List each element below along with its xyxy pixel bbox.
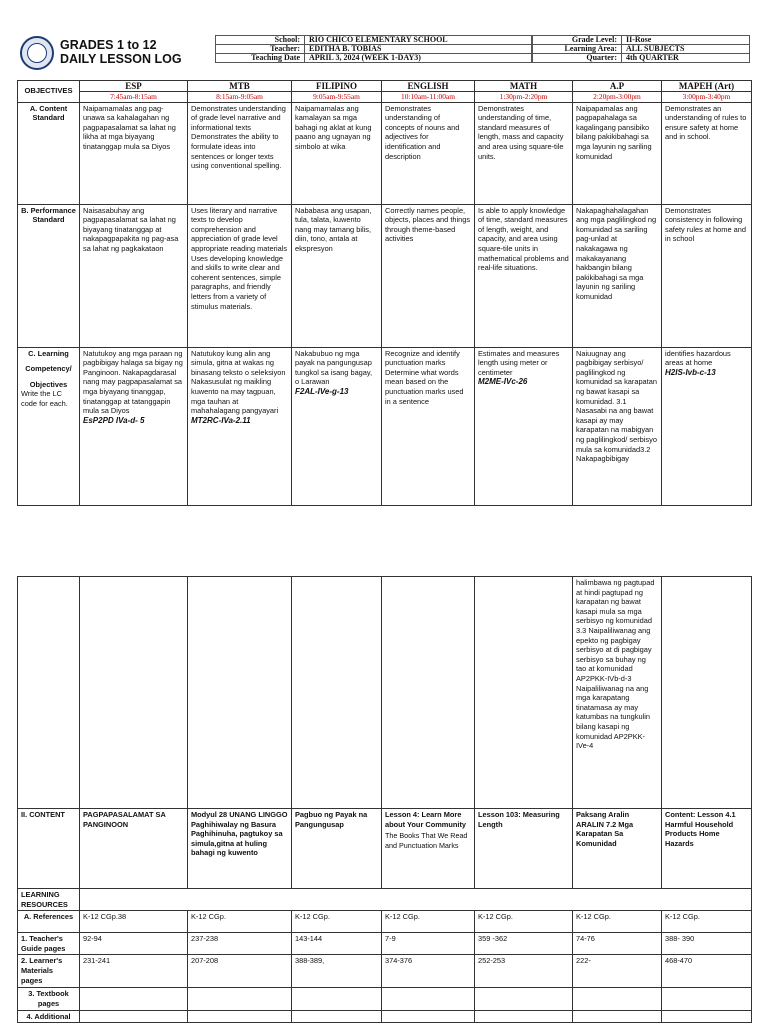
references-cell: K-12 CGp. [292, 911, 382, 933]
quarter-label: Quarter: [533, 54, 622, 63]
competency-code: F2AL-IVe-g-13 [295, 386, 349, 396]
references-cell: K-12 CGp. [382, 911, 475, 933]
performance-standard-cell: Naisasabuhay ang pagpapasalamat sa lahat ng biyayang tinatanggap at nakapagpapakita ng pag-asa sa lahat ng pagkakataon [80, 204, 188, 347]
competency-label-note: Write the LC code for each. [21, 389, 68, 408]
teachers-guide-row [18, 933, 752, 955]
area-value: ALL SUBJECTS [622, 45, 750, 54]
learners-materials-cell: 388-389, [292, 955, 382, 988]
competency-code: M2ME-IVc-26 [478, 377, 528, 387]
lesson-table-top [17, 80, 752, 506]
teachers-guide-cell: 388- 390 [662, 933, 752, 955]
content-text: Lesson 4: Learn More about Your Community [385, 810, 467, 829]
textbook-cell [662, 988, 752, 1010]
references-cell: K-12 CGp. [662, 911, 752, 933]
competency-text: Naiuugnay ang pagbibigay serbisyo/ paglilingkod ng komunidad sa karapatan ng bawat kasapi sa komunidad. 3.1 Nasasabi na ang bawat kasapi ay may karapatan na mabigyan ng paglilingkod/ serbisyo mula sa komunidad3.2 Nakapagbibigay [576, 348, 657, 464]
additional-cell [188, 1010, 292, 1023]
area-label: Learning Area: [533, 45, 622, 54]
competency-continued-label [18, 577, 80, 809]
content-cell: Modyul 28 UNANG LINGGO Paghihiwalay ng Basura Paghihinuha, pagtukoy sa simula,gitna at huling bahagi ng kuwento [188, 809, 292, 889]
competency-continued-row [18, 577, 752, 809]
competency-cell [188, 347, 292, 505]
quarter-value: 4th QUARTER [622, 54, 750, 63]
content-standard-cell: Naipamamalas ang kamalayan sa mga bahagi ng aklat at kung paano ang ugnayan ng simbolo at wika [292, 102, 382, 204]
competency-text: Natutukoy kung alin ang simula, gitna at wakas ng binasang teksto o seleksiyon Nakasusulat ng maikling kuwento na may tagpuan, mga tauhan at mahahalagang pangyayari [191, 348, 286, 416]
subject-header-english: ENGLISH [382, 81, 475, 92]
learners-materials-cell: 231-241 [80, 955, 188, 988]
additional-label: 4. Additional [18, 1010, 80, 1023]
competency-continued-cell [475, 577, 573, 809]
deped-seal-icon [20, 36, 54, 70]
performance-standard-label: B. Performance Standard [18, 204, 80, 347]
learning-resources-label: LEARNING RESOURCES [18, 889, 80, 911]
references-label: A. References [18, 911, 80, 933]
subject-header-mtb: MTB [188, 81, 292, 92]
learners-materials-row [18, 955, 752, 988]
teachers-guide-cell: 143-144 [292, 933, 382, 955]
content-standard-cell: Demonstrates an understanding of rules to ensure safety at home and in school. [662, 102, 752, 204]
subject-header-math: MATH [475, 81, 573, 92]
content-row [18, 809, 752, 889]
competency-label-line2: Competency/ [25, 364, 72, 374]
title-line-1: GRADES 1 to 12 [60, 38, 157, 52]
additional-cell [292, 1010, 382, 1023]
content-standard-cell: Demonstrates understanding of grade level narrative and informational texts Demonstrates the ability to formulate ideas into sentences or longer texts using conventional spelling. [188, 102, 292, 204]
subject-header-filipino: FILIPINO [292, 81, 382, 92]
content-cell: PAGPAPASALAMAT SA PANGINOON [80, 809, 188, 889]
references-cell: K-12 CGp. [188, 911, 292, 933]
competency-continued-cell [292, 577, 382, 809]
learning-resources-cell [80, 889, 752, 911]
textbook-cell [382, 988, 475, 1010]
content-cell: Pagbuo ng Payak na Pangungusap [292, 809, 382, 889]
time-math: 1:30pm-2:20pm [475, 92, 573, 103]
teachers-guide-cell: 359 -362 [475, 933, 573, 955]
competency-cell [475, 347, 573, 505]
form-title [60, 38, 182, 66]
school-value: RIO CHICO ELEMENTARY SCHOOL [305, 36, 532, 45]
content-standard-cell: Demonstrates understanding of time, standard measures of length, mass and capacity and area using square-tile units. [475, 102, 573, 204]
time-filipino: 9:05am-9:55am [292, 92, 382, 103]
lesson-table-continued [17, 576, 752, 1023]
learners-materials-cell: 374-376 [382, 955, 475, 988]
performance-standard-cell: Nababasa ang usapan, tula, talata, kuwento nang may tamang bilis, diin, tono, antala at ekspresyon [292, 204, 382, 347]
references-row [18, 911, 752, 933]
performance-standard-cell: Is able to apply knowledge of time, standard measures of length, weight, and capacity, and area using square-tile units in mathematical problems and real-life situations. [475, 204, 573, 347]
competency-label-line1: C. Learning [28, 348, 69, 358]
competency-continued-cell: halimbawa ng pagtupad at hindi pagtupad ng karapatan ng bawat kasapi mula sa mga serbisyo ng komunidad 3.3 Naipaliliwanag ang epekto ng pagbigay serbisyo at di pagbigay serbisyo sa buhay ng tao at komunidad AP2PKK-IVb-d-3 Naipaliliwanag na ang mga karapatang tinatamasa ay may katumbas na tungkulin bilang kasapi ng komunidad AP2PKK-IVe-4 [573, 577, 662, 809]
performance-standard-cell: Correctly names people, objects, places and things through theme-based activities [382, 204, 475, 347]
time-ap: 2:20pm-3:00pm [573, 92, 662, 103]
teachers-guide-cell: 74-76 [573, 933, 662, 955]
additional-cell [80, 1010, 188, 1023]
performance-standard-cell: Nakapaghahalagahan ang mga paglilingkod ng komunidad sa sariling pag-unlad at nakakagawa ng makakayanang hakbangin bilang pakikibahagi sa mga layunin ng sariling komunidad [573, 204, 662, 347]
textbook-row [18, 988, 752, 1010]
grade-info-table [532, 35, 750, 63]
competency-cell [573, 347, 662, 505]
subject-header-mapeh: MAPEH (Art) [662, 81, 752, 92]
textbook-cell [80, 988, 188, 1010]
competency-text: Nakabubuo ng mga payak na pangungusap tungkol sa isang bagay, o Larawan [295, 348, 373, 387]
textbook-cell [292, 988, 382, 1010]
additional-cell [662, 1010, 752, 1023]
content-note: The Books That We Read and Punctuation Marks [385, 831, 468, 850]
content-cell: Lesson 103: Measuring Length [475, 809, 573, 889]
performance-standard-cell: Uses literary and narrative texts to develop comprehension and appreciation of grade level appropriate reading materials Uses developing knowledge and skills to write clear and coherent sentences, simple paragraphs, and friendly letters from a variety of stimulus materials. [188, 204, 292, 347]
performance-standard-cell: Demonstrates consistency in following safety rules at home and in school [662, 204, 752, 347]
competency-cell [80, 347, 188, 505]
time-english: 10:10am-11:00am [382, 92, 475, 103]
competency-cell [662, 347, 752, 505]
time-esp: 7:45am-8:15am [80, 92, 188, 103]
competency-cell [382, 347, 475, 505]
performance-standard-row [18, 204, 752, 347]
teachers-guide-label: 1. Teacher's Guide pages [18, 933, 80, 955]
additional-row [18, 1010, 752, 1023]
competency-label-line3: Objectives [29, 379, 68, 389]
competency-text: identifies hazardous areas at home [665, 348, 731, 368]
title-line-2: DAILY LESSON LOG [60, 52, 182, 66]
competency-code: EsP2PD IVa-d- 5 [83, 415, 145, 425]
grade-value: II-Rose [622, 36, 750, 45]
additional-cell [382, 1010, 475, 1023]
competency-code: MT2RC-IVa-2.11 [191, 415, 251, 425]
textbook-label: 3. Textbook pages [18, 988, 80, 1010]
content-standard-row [18, 102, 752, 204]
content-standard-cell: Naipapamalas ang pagpapahalaga sa kagalingang pansibiko bilang pakikibahagi sa mga layunin ng sariling komunidad [573, 102, 662, 204]
date-label: Teaching Date [216, 54, 305, 63]
content-standard-cell: Naipamamalas ang pag-unawa sa kahalagahan ng pagpapasalamat sa lahat ng likha at mga biyayang tinatanggap mula sa Diyos [80, 102, 188, 204]
learners-materials-label: 2. Learner's Materials pages [18, 955, 80, 988]
time-mtb: 8:15am-9:05am [188, 92, 292, 103]
objectives-header: OBJECTIVES [18, 81, 80, 103]
content-standard-cell: Demonstrates understanding of concepts of nouns and adjectives for identification and description [382, 102, 475, 204]
references-cell: K-12 CGp. [573, 911, 662, 933]
subject-header-ap: A.P [573, 81, 662, 92]
learning-resources-row [18, 889, 752, 911]
competency-row [18, 347, 752, 505]
competency-continued-cell [188, 577, 292, 809]
subject-header-esp: ESP [80, 81, 188, 92]
competency-text: Estimates and measures length using meter or centimeter [478, 348, 560, 377]
teacher-label: Teacher: [216, 45, 305, 54]
grade-label: Grade Level: [533, 36, 622, 45]
textbook-cell [188, 988, 292, 1010]
additional-cell [573, 1010, 662, 1023]
competency-cell [292, 347, 382, 505]
teachers-guide-cell: 237-238 [188, 933, 292, 955]
learners-materials-cell: 222- [573, 955, 662, 988]
competency-text: Natutukoy ang mga paraan ng pagbibigay halaga sa bigay ng Panginoon. Nakapagdarasal nang may pagpapasalamat sa mga biyayang tinanggap, tinatanggap at tatanggapin mula sa Diyos [83, 348, 183, 416]
competency-continued-cell [80, 577, 188, 809]
references-cell: K-12 CGp. [475, 911, 573, 933]
time-mapeh: 3:00pm-3:40pm [662, 92, 752, 103]
textbook-cell [573, 988, 662, 1010]
competency-text: Recognize and identify punctuation marks Determine what words mean based on the punctuation marks used in a sentence [385, 348, 464, 406]
teachers-guide-cell: 7-9 [382, 933, 475, 955]
content-standard-label: A. Content Standard [18, 102, 80, 204]
learners-materials-cell: 468-470 [662, 955, 752, 988]
competency-continued-cell [382, 577, 475, 809]
school-info-table [215, 35, 532, 63]
content-label: II. CONTENT [18, 809, 80, 889]
content-cell [382, 809, 475, 889]
references-cell: K-12 CGp.38 [80, 911, 188, 933]
textbook-cell [475, 988, 573, 1010]
school-label: School: [216, 36, 305, 45]
content-cell: Paksang Aralin ARALIN 7.2 Mga Karapatan Sa Komunidad [573, 809, 662, 889]
teacher-value: EDITHA B. TOBIAS [305, 45, 532, 54]
date-value: APRIL 3, 2024 (WEEK 1-DAY3) [305, 54, 532, 63]
learners-materials-cell: 207-208 [188, 955, 292, 988]
competency-continued-cell [662, 577, 752, 809]
additional-cell [475, 1010, 573, 1023]
teachers-guide-cell: 92-94 [80, 933, 188, 955]
competency-label [18, 347, 80, 505]
content-cell: Content: Lesson 4.1 Harmful Household Products Home Hazards [662, 809, 752, 889]
learners-materials-cell: 252-253 [475, 955, 573, 988]
competency-code: H2IS-Ivb-c-13 [665, 367, 716, 377]
